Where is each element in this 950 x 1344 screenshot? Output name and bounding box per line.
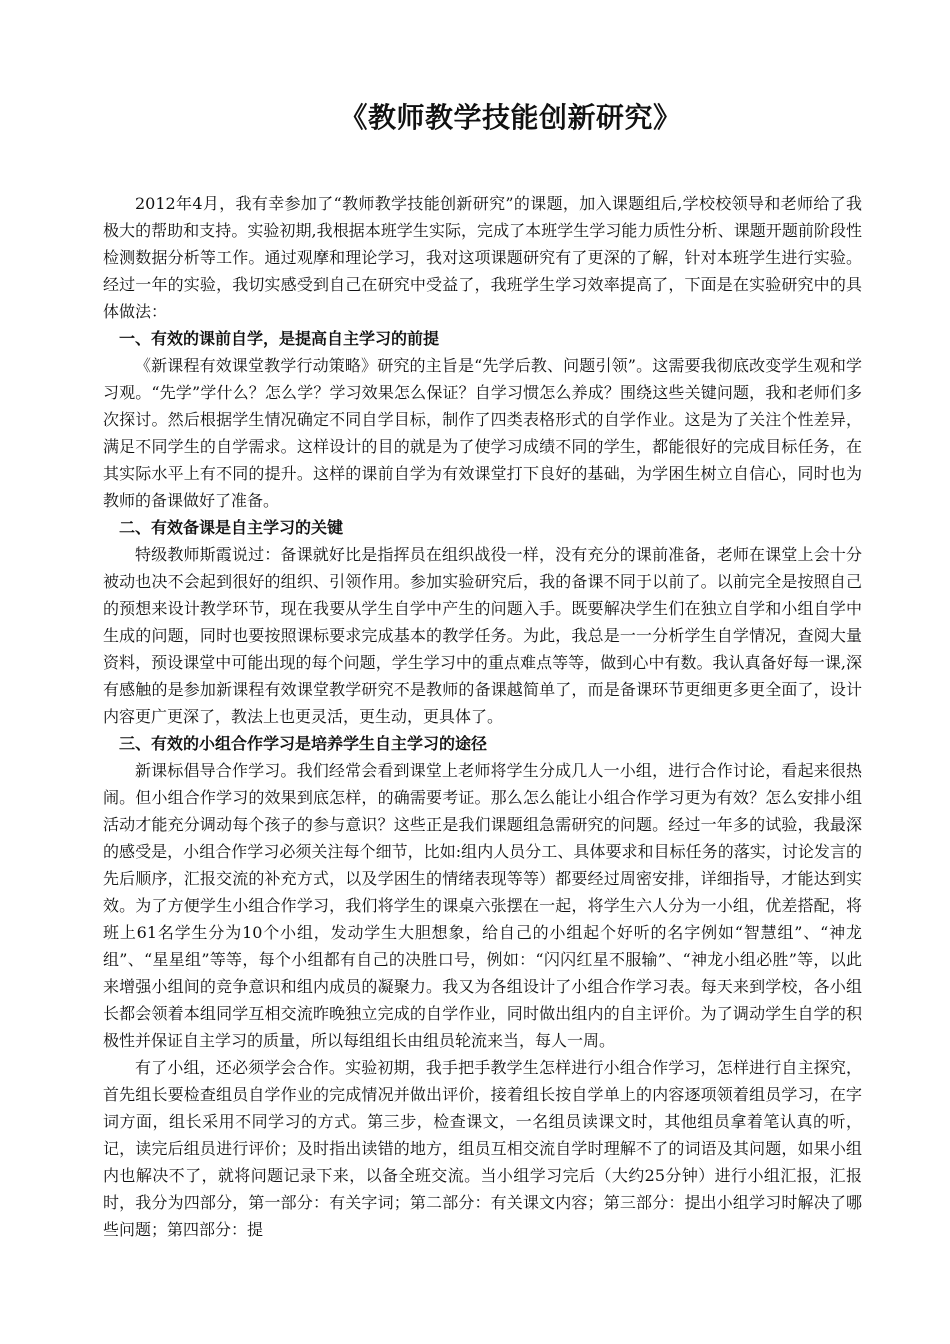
intro-paragraph: 2012年4月，我有幸参加了“教师教学技能创新研究”的课题，加入课题组后,学校校领导和老师给了我极大的帮助和支持。实验初期,我根据本班学生实际，完成了本班学生学习能力质性分析、课题开题前阶段性检测数据分析等工作。通过观摩和理论学习，我对这项课题研究有了更深的了解，针对本班学生进行实验。经过一年的实验，我切实感受到自己在研究中受益了，我班学生学习效率提高了，下面是在实验研究中的具体做法： [103,194,862,321]
section-heading-3: 三、有效的小组合作学习是培养学生自主学习的途径 [119,734,488,753]
section-3-paragraph-1: 新课标倡导合作学习。我们经常会看到课堂上老师将学生分成几人一小组，进行合作讨论，看起来很热闹。但小组合作学习的效果到底怎样，的确需要考证。那么怎么能让小组合作学习更为有效？怎么安排小组活动才能充分调动每个孩子的参与意识？这些正是我们课题组急需研究的问题。经过一年多的试验，我最深的感受是，小组合作学习必须关注每个细节，比如:组内人员分工、具体要求和目标任务的落实，讨论发言的先后顺序，汇报交流的补充方式，以及学困生的情绪表现等等）都要经过周密安排，详细指导，才能达到实效。为了方便学生小组合作学习，我们将学生的课桌六张摆在一起，将学生六人分为一小组，优差搭配，将班上61名学生分为10个小组，发动学生大胆想象，给自己的小组起个好听的名字例如“智慧组”、“神龙组”、“星星组”等等，每个小组都有自己的决胜口号，例如：“闪闪红星不服输”、“神龙小组必胜”等，以此来增强小组间的竞争意识和组内成员的凝聚力。我又为各组设计了小组合作学习表。每天来到学校，各小组长都会领着本组同学互相交流昨晚独立完成的自学作业，同时做出组内的自主评价。为了调动学生自学的积极性并保证自主学习的质量，所以每组组长由组员轮流来当，每人一周。 [103,761,862,1050]
section-3-paragraph-2: 有了小组，还必须学会合作。实验初期，我手把手教学生怎样进行小组合作学习，怎样进行自主探究，首先组长要检查组员自学作业的完成情况并做出评价，接着组长按自学单上的内容逐项领着组员学习，在字词方面，组长采用不同学习的方式。第三步，检查课文，一名组员读课文时，其他组员拿着笔认真的听，记，读完后组员进行评价；及时指出读错的地方，组员互相交流自学时理解不了的词语及其问题，如果小组内也解决不了，就将问题记录下来，以备全班交流。当小组学习完后（大约25分钟）进行小组汇报，汇报时，我分为四部分，第一部分：有关字词；第二部分：有关课文内容；第三部分：提出小组学习时解决了哪些问题；第四部分：提 [103,1058,862,1239]
section-1-paragraph-1: 《新课程有效课堂教学行动策略》研究的主旨是“先学后教、问题引领”。这需要我彻底改变学生观和学习观。“先学”学什么？怎么学？学习效果怎么保证？自学习惯怎么养成？围绕这些关键问题，我和老师们多次探讨。然后根据学生情况确定不同自学目标，制作了四类表格形式的自学作业。这是为了关注个性差异，满足不同学生的自学需求。这样设计的目的就是为了使学习成绩不同的学生，都能很好的完成目标任务，在其实际水平上有不同的提升。这样的课前自学为有效课堂打下良好的基础，为学困生树立自信心，同时也为教师的备课做好了准备。 [103,356,862,510]
section-2-paragraph-1: 特级教师斯霞说过：备课就好比是指挥员在组织战役一样，没有充分的课前准备，老师在课堂上会十分被动也决不会起到很好的组织、引领作用。参加实验研究后，我的备课不同于以前了。以前完全是按照自己的预想来设计教学环节，现在我要从学生自学中产生的问题入手。既要解决学生们在独立自学和小组自学中生成的问题，同时也要按照课标要求完成基本的教学任务。为此，我总是一一分析学生自学情况，查阅大量资料，预设课堂中可能出现的每个问题，学生学习中的重点难点等等，做到心中有数。我认真备好每一课,深有感触的是参加新课程有效课堂教学研究不是教师的备课越简单了，而是备课环节更细更多更全面了，设计内容更广更深了，教法上也更灵活，更生动，更具体了。 [103,545,862,726]
document-title: 《教师教学技能创新研究》 [339,101,682,134]
section-heading-2: 二、有效备课是自主学习的关键 [119,518,344,537]
section-heading-1: 一、有效的课前自学，是提高自主学习的前提 [119,329,440,348]
